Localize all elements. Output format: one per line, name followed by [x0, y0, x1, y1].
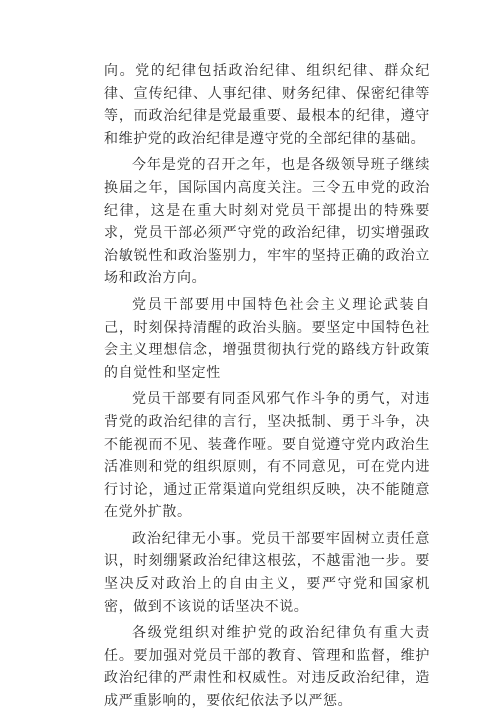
paragraph-3: 党员干部要用中国特色社会主义理论武装自己，时刻保持清醒的政治头脑。要坚定中国特色社会主义理想信念，增强贯彻执行党的路线方针政策的自觉性和坚定性: [104, 296, 430, 381]
paragraph-2: 今年是党的召开之年，也是各级领导班子继续换届之年，国际国内高度关注。三令五申党的政治纪律，这是在重大时刻对党员干部提出的特殊要求，党员干部必须严守党的政治纪律，切实增强政治敏锐性和政治鉴别力，牢牢的坚持正确的政治立场和政治方向。: [104, 157, 430, 287]
paragraph-5: 政治纪律无小事。党员干部要牢固树立责任意识，时刻绷紧政治纪律这根弦，不越雷池一步。要坚决反对政治上的自由主义，要严守党和国家机密，做到不该说的话坚决不说。: [104, 530, 430, 615]
paragraph-6: 各级党组织对维护党的政治纪律负有重大责任。要加强对党员干部的教育、管理和监督，维护政治纪律的严肃性和权威性。对违反政治纪律，造成严重影响的，要依纪依法予以严惩。: [104, 625, 430, 710]
document-body: [104, 60, 430, 717]
paragraph-4: 党员干部要有同歪风邪气作斗争的勇气，对违背党的政治纪律的言行，坚决抵制、勇于斗争，决不能视而不见、装聋作哑。要自觉遵守党内政治生活准则和党的组织原则，有不同意见，可在党内进行讨论，通过正常渠道向党组织反映，决不能随意在党外扩散。: [104, 391, 430, 521]
paragraph-1: 向。党的纪律包括政治纪律、组织纪律、群众纪律、宣传纪律、人事纪律、财务纪律、保密纪律等等，而政治纪律是党最重要、最根本的纪律，遵守和维护党的政治纪律是遵守党的全部纪律的基础。: [104, 63, 430, 147]
